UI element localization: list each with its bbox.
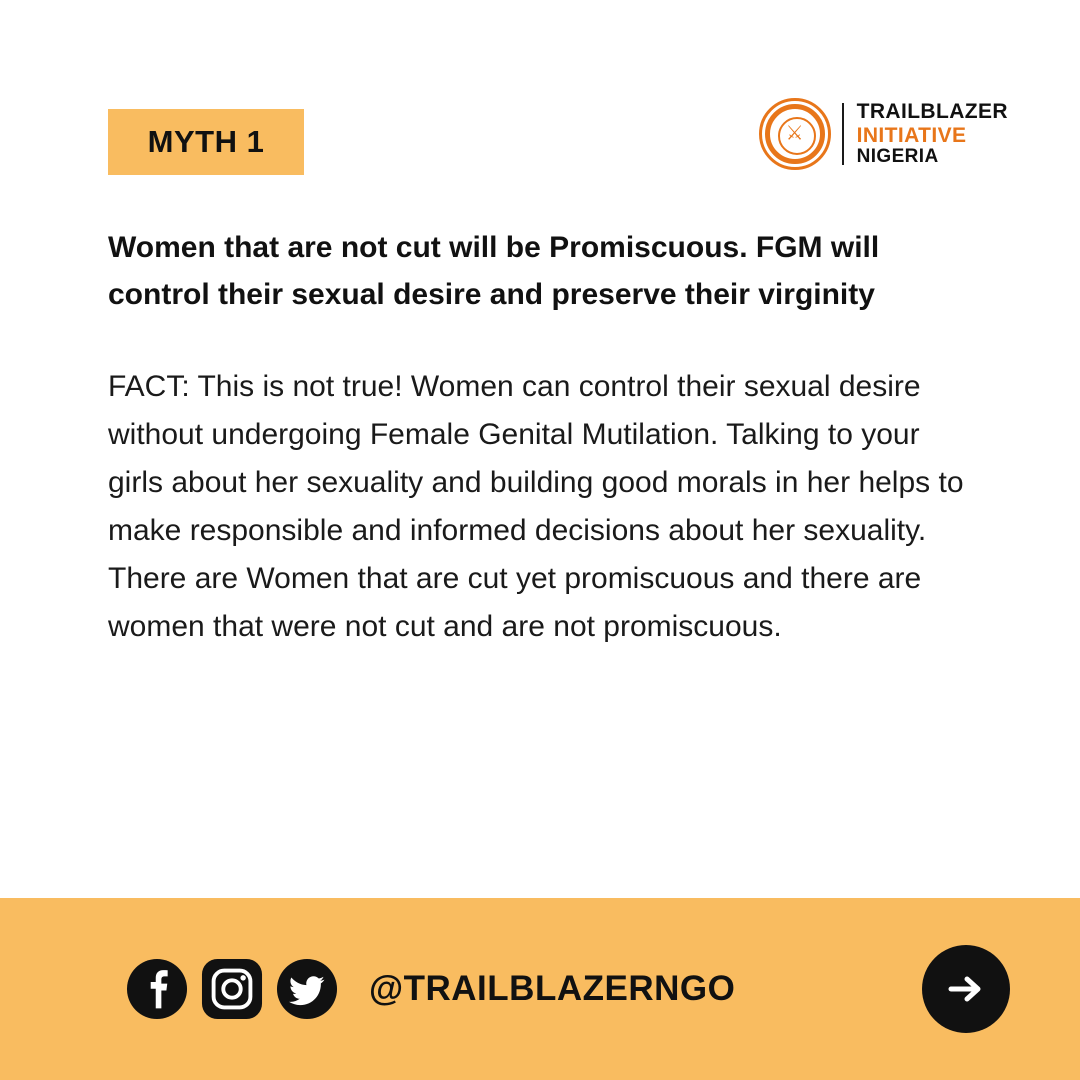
myth-badge-label: MYTH 1 (147, 124, 265, 159)
logo-line-1: TRAILBLAZER (856, 100, 1008, 124)
poster-header (0, 0, 1080, 190)
instagram-icon[interactable] (201, 958, 263, 1020)
poster-footer (0, 898, 1080, 1080)
logo-wordmark (857, 100, 1008, 167)
brand-logo (759, 98, 1008, 170)
myth-badge (108, 109, 304, 175)
logo-line-3: NIGERIA (856, 145, 939, 167)
fact-paragraph: FACT: This is not true! Women can control their sexual desire without undergoing Female Genital Mutilation. Talking to your girls about her sexuality and building good morals in her helps to make responsible and informed decisions about her sexuality. There are Women that are cut yet promiscuous and there are women that were not cut and are not promiscuous. (108, 369, 964, 643)
next-page-button[interactable] (922, 945, 1010, 1033)
trailblazer-seal-icon: ⚔ (759, 98, 831, 170)
social-handle[interactable]: @TRAILBLAZERNGO (369, 969, 736, 1008)
facebook-icon[interactable] (126, 958, 188, 1020)
logo-divider (842, 103, 844, 165)
twitter-icon[interactable] (276, 958, 338, 1020)
arrow-right-icon (941, 964, 991, 1014)
logo-line-2: INITIATIVE (856, 123, 967, 147)
myth-statement: Women that are not cut will be Promiscuous. FGM will control their sexual desire and preserve their virginity (108, 231, 880, 312)
poster-body (108, 224, 988, 651)
social-links (126, 958, 735, 1020)
